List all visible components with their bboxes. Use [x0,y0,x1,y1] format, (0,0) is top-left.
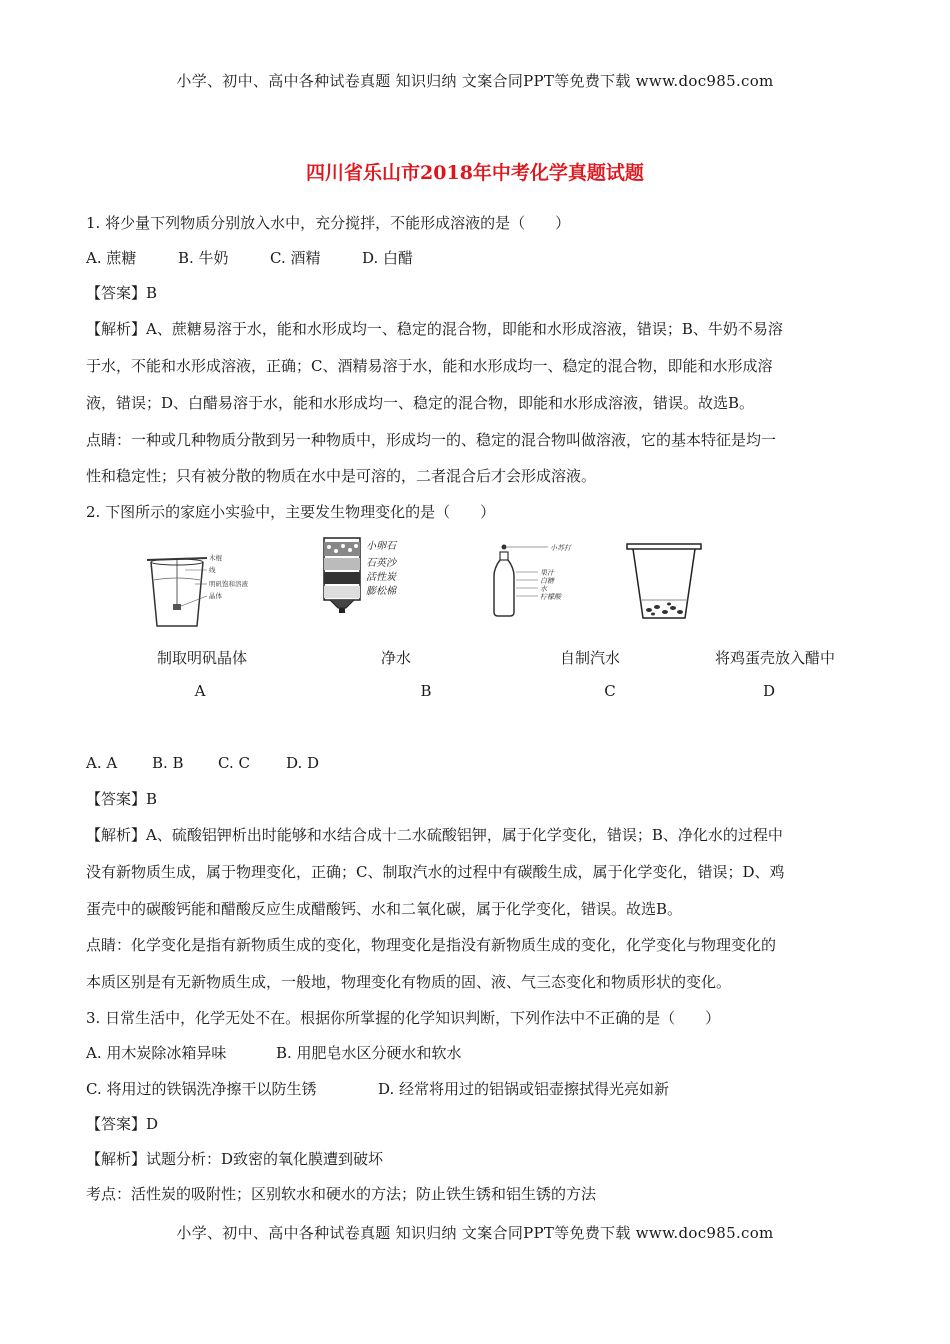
q1-option-b: B. 牛奶 [178,249,229,267]
q2-option-c: C. C [218,754,250,772]
q2-option-d: D. D [286,754,320,772]
figure-alum-crystal [145,550,305,630]
q2-analysis-line: 【解析】A、硫酸铝钾析出时能够和水结合成十二水硫酸铝钾，属于化学变化，错误；B、净化水的过程中 [86,826,783,844]
q3-option-b: B. 用肥皂水区分硬水和软水 [276,1044,462,1062]
q2-stem: 2. 下图所示的家庭小实验中，主要发生物理变化的是（ ） [86,503,496,521]
figure-soda-bottle [490,540,600,620]
fig-b-label: 活性炭 [366,572,396,583]
figure-eggshell-vinegar [625,542,705,622]
fig-b-caption: 净水 [380,649,411,667]
q3-analysis: 【解析】试题分析：D致密的氧化膜遭到破坏 [86,1150,384,1168]
fig-b-label: 膨松棉 [366,586,396,597]
fig-b-label: 石英沙 [366,558,396,569]
q3-option-d: D. 经常将用过的铝锅或铝壶擦拭得光亮如新 [378,1080,670,1098]
q3-option-a: A. 用木炭除冰箱异味 [86,1044,227,1062]
fig-a-label: 木棍 [209,554,222,562]
q1-analysis-line: 液，错误；D、白醋易溶于水，能和水形成均一、稳定的混合物，即能和水形成溶液，错误。故选B。 [86,394,755,412]
q1-analysis-line: 于水，不能和水形成溶液，正确；C、酒精易溶于水，能和水形成均一、稳定的混合物，即能和水形成溶 [86,357,773,375]
fig-a-label: 晶体 [209,592,222,600]
q2-option-b: B. B [152,754,184,772]
q2-analysis-line: 蛋壳中的碳酸钙能和醋酸反应生成醋酸钙、水和二氧化碳，属于化学变化，错误。故选B。 [86,900,683,918]
q1-option-a: A. 蔗糖 [86,249,137,267]
q2-answer: 【答案】B [86,790,158,808]
fig-c-label: 果汁 [540,569,554,577]
fig-b-letter: B [420,682,432,700]
fig-b-label: 小卵石 [366,541,396,552]
q1-option-d: D. 白醋 [362,249,414,267]
q2-tip-line: 本质区别是有无新物质生成，一般地，物理变化有物质的固、液、气三态变化和物质形状的变化。 [86,973,732,991]
fig-c-label: 白糖 [540,577,554,585]
fig-a-label: 线 [209,566,216,574]
q2-option-a: A. A [86,754,118,772]
q3-kaodian: 考点：活性炭的吸附性；区别软水和硬水的方法；防止铁生锈和铝生锈的方法 [86,1185,597,1203]
fig-c-label: 柠檬酸 [540,593,561,601]
q1-analysis-line: 【解析】A、蔗糖易溶于水，能和水形成均一、稳定的混合物，即能和水形成溶液，错误；B、牛奶不易溶 [86,320,783,338]
q1-tip-line: 性和稳定性；只有被分散的物质在水中是可溶的，二者混合后才会形成溶液。 [86,467,597,485]
fig-d-caption: 将鸡蛋壳放入醋中 [714,649,835,667]
fig-c-label: 小苏打 [550,544,571,552]
fig-a-caption: 制取明矾晶体 [156,649,247,667]
q1-option-c: C. 酒精 [270,249,321,267]
page-footer: 小学、初中、高中各种试卷真题 知识归纳 文案合同PPT等免费下载 www.doc985.com [176,1224,774,1242]
q3-answer: 【答案】D [86,1115,159,1133]
figure-water-purifier [320,534,430,614]
q2-analysis-line: 没有新物质生成，属于物理变化，正确；C、制取汽水的过程中有碳酸生成，属于化学变化，错误；D、鸡 [86,863,785,881]
page-title: 四川省乐山市2018年中考化学真题试题 [306,162,644,184]
q3-stem: 3. 日常生活中，化学无处不在。根据你所掌握的化学知识判断，下列作法中不正确的是（ ） [86,1009,721,1027]
fig-a-label: 明矾饱和溶液 [209,580,248,588]
q1-tip-line: 点睛：一种或几种物质分散到另一种物质中，形成均一的、稳定的混合物叫做溶液，它的基本特征是均一 [86,431,777,449]
fig-c-label: 水 [540,585,547,593]
fig-a-letter: A [194,682,206,700]
q3-option-c: C. 将用过的铁锅洗净擦干以防生锈 [86,1080,317,1098]
q1-answer: 【答案】B [86,284,158,302]
q1-stem: 1. 将少量下列物质分别放入水中，充分搅拌，不能形成溶液的是（ ） [86,214,571,232]
fig-c-letter: C [604,682,616,700]
page-header: 小学、初中、高中各种试卷真题 知识归纳 文案合同PPT等免费下载 www.doc985.com [176,72,774,90]
fig-c-caption: 自制汽水 [559,649,620,667]
q2-tip-line: 点睛：化学变化是指有新物质生成的变化，物理变化是指没有新物质生成的变化，化学变化与物理变化的 [86,936,777,954]
fig-d-letter: D [762,682,776,700]
